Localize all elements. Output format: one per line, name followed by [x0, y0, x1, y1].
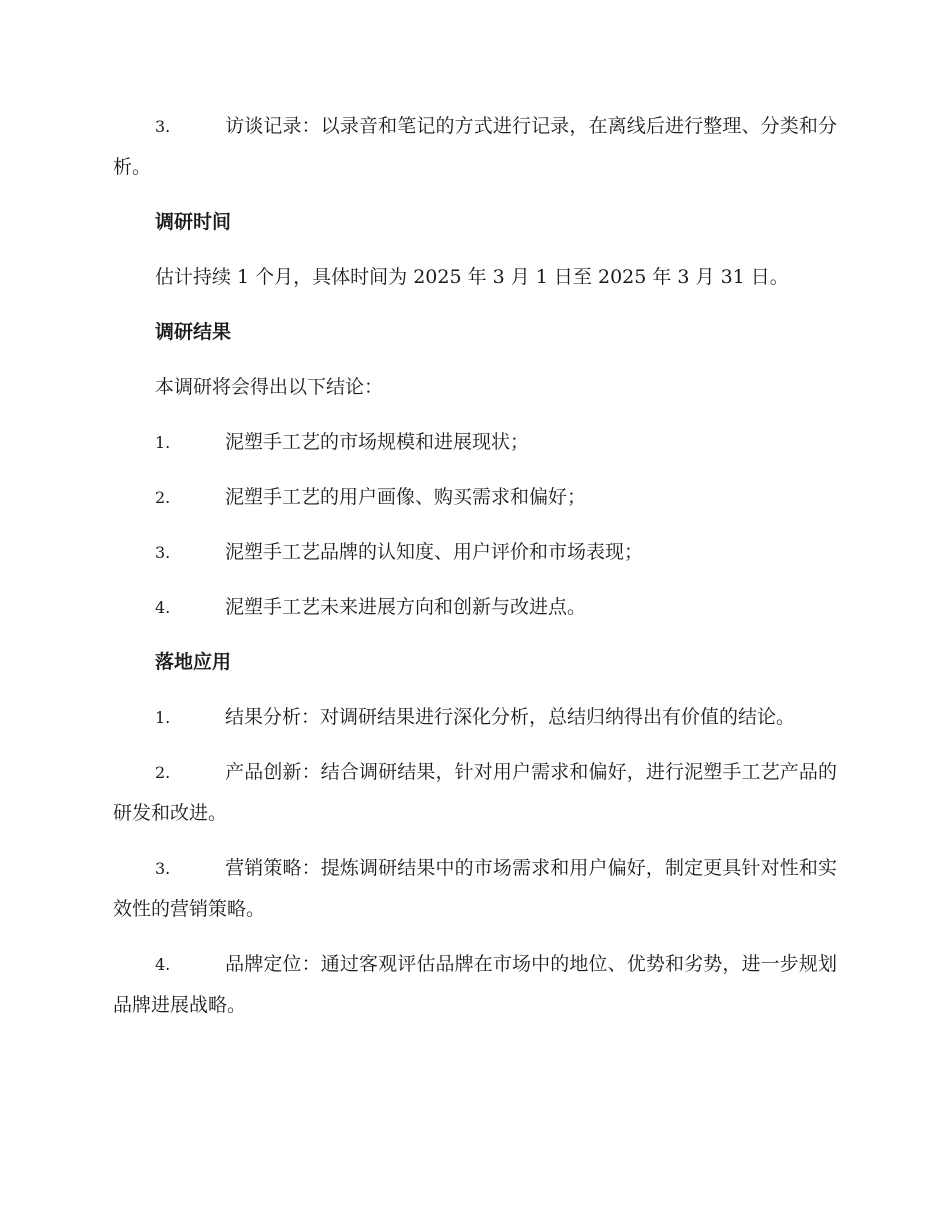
list-item-text: 结果分析：对调研结果进行深化分析，总结归纳得出有价值的结论。	[225, 706, 796, 728]
results-item	[113, 532, 837, 573]
list-item-text: 营销策略：提炼调研结果中的市场需求和用户偏好，制定更具针对性和实效性的营销策略。	[113, 857, 837, 920]
application-item	[113, 944, 837, 1026]
section-heading-schedule: 调研时间	[155, 211, 232, 233]
list-number: 1.	[155, 708, 171, 727]
list-number: 4.	[155, 955, 171, 974]
list-number: 3.	[155, 543, 171, 562]
list-item-text: 泥塑手工艺品牌的认知度、用户评价和市场表现；	[225, 541, 644, 563]
schedule-text: 估计持续 1 个月，具体时间为 2025 年 3 月 1 日至 2025 年 3 月 31 日。	[155, 266, 789, 288]
list-number: 1.	[155, 433, 171, 452]
section-heading-results: 调研结果	[155, 321, 232, 343]
list-number: 3.	[155, 117, 171, 136]
list-item-text: 泥塑手工艺的市场规模和进展现状；	[225, 431, 530, 453]
section-heading-application: 落地应用	[155, 651, 232, 673]
application-item	[113, 697, 837, 738]
list-number: 2.	[155, 763, 171, 782]
application-item	[113, 752, 837, 834]
interview-record-item	[113, 106, 837, 188]
results-item	[113, 422, 837, 463]
list-item-text: 泥塑手工艺的用户画像、购买需求和偏好；	[225, 486, 587, 508]
results-item	[113, 477, 837, 518]
list-item-text: 品牌定位：通过客观评估品牌在市场中的地位、优势和劣势，进一步规划品牌进展战略。	[113, 953, 837, 1016]
list-item-text: 泥塑手工艺未来进展方向和创新与改进点。	[225, 596, 587, 618]
list-number: 3.	[155, 859, 171, 878]
application-item	[113, 848, 837, 930]
results-item	[113, 587, 837, 628]
results-intro: 本调研将会得出以下结论：	[155, 376, 384, 398]
list-item-text: 访谈记录：以录音和笔记的方式进行记录，在离线后进行整理、分类和分析。	[113, 115, 837, 178]
list-item-text: 产品创新：结合调研结果，针对用户需求和偏好，进行泥塑手工艺产品的研发和改进。	[113, 761, 837, 824]
list-number: 4.	[155, 598, 171, 617]
list-number: 2.	[155, 488, 171, 507]
document-content	[113, 106, 837, 1040]
